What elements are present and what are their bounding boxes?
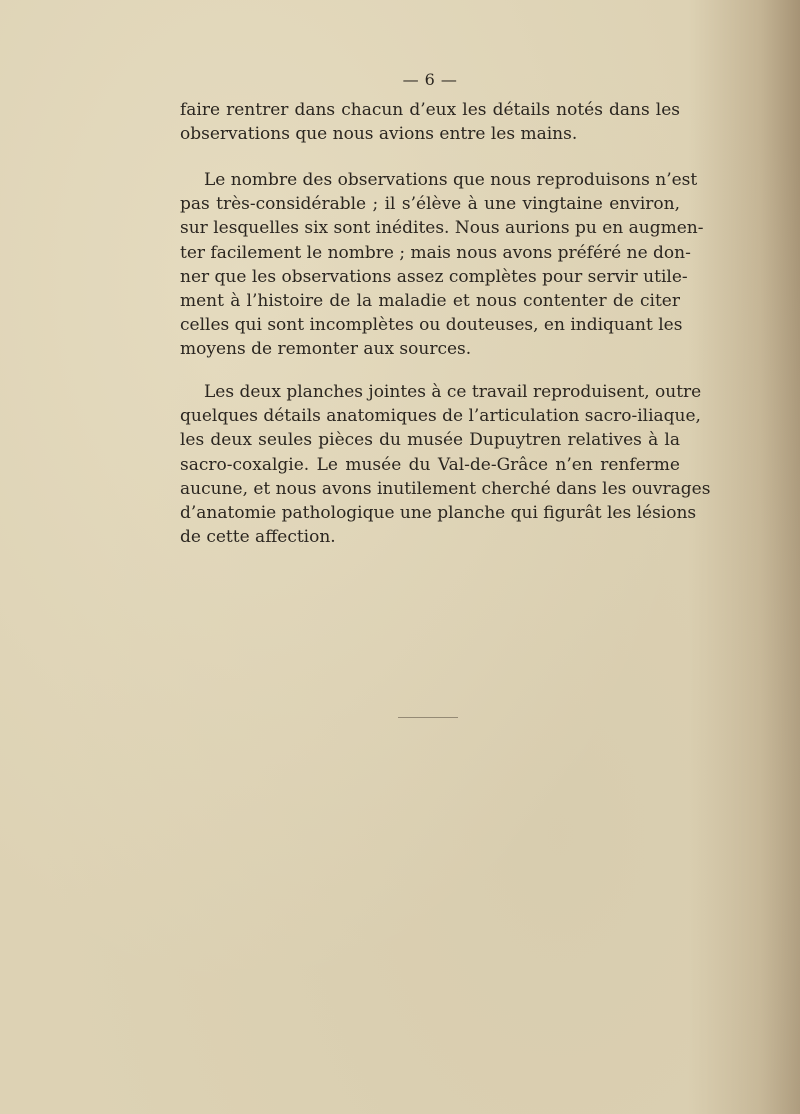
text-line: faire rentrer dans chacun d’eux les détails notés dans les: [180, 100, 680, 120]
paragraph-1: [180, 98, 680, 146]
text-line: aucune, et nous avons inutilement cherché dans les ouvrages: [180, 478, 711, 499]
section-separator: [398, 717, 458, 718]
text-line: ter facilement le nombre ; mais nous avons préféré ne don-: [180, 242, 691, 263]
text-line: les deux seules pièces du musée Dupuytren relatives à la: [180, 430, 680, 451]
page-number: — 6 —: [402, 70, 458, 89]
text-line: Les deux planches jointes à ce travail reproduisent, outre: [204, 382, 702, 402]
text-line: celles qui sont incomplètes ou douteuses, en indiquant les: [180, 315, 683, 336]
text-line: sur lesquelles six sont inédites. Nous aurions pu en augmen-: [180, 218, 704, 239]
text-line: pas très-considérable ; il s’élève à une vingtaine environ,: [180, 194, 680, 215]
text-line: observations que nous avions entre les mains.: [180, 124, 578, 145]
text-line: moyens de remonter aux sources.: [180, 339, 472, 360]
text-line: ment à l’histoire de la maladie et nous contenter de citer: [180, 291, 680, 312]
paragraph-3: [180, 380, 711, 549]
text-line: de cette affection.: [180, 527, 336, 548]
text-line: ner que les observations assez complètes pour servir utile-: [180, 266, 688, 287]
text-line: d’anatomie pathologique une planche qui figurât les lésions: [180, 503, 697, 524]
text-line: quelques détails anatomiques de l’articulation sacro-iliaque,: [180, 406, 701, 427]
text-line: sacro-coxalgie. Le musée du Val-de-Grâce n’en renferme: [180, 454, 680, 475]
paragraph-2: [180, 168, 704, 362]
text-line: Le nombre des observations que nous reproduisons n’est: [204, 170, 698, 190]
